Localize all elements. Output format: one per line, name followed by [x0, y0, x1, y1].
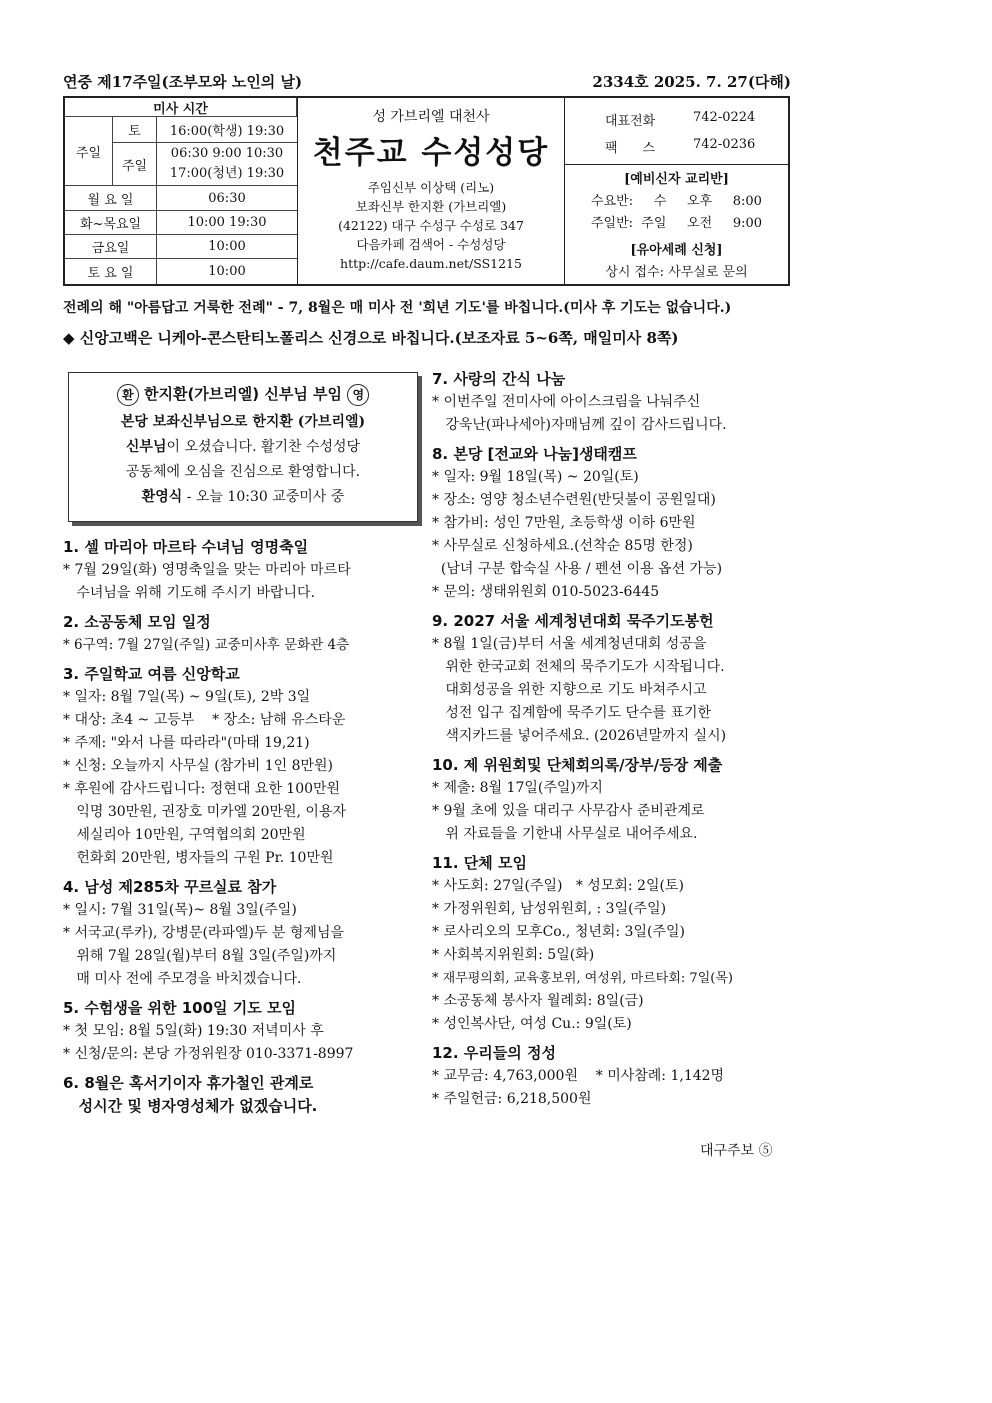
- section-line: * 첫 모임: 8월 5일(화) 19:30 저녁미사 후: [63, 1023, 324, 1039]
- assistant-priest: 보좌신부 한지환 (가브리엘): [355, 199, 507, 214]
- section-title: 1. 셀 마리아 마르타 수녀님 영명축일: [63, 538, 309, 556]
- section-line: * 재무평의회, 교육홍보위, 여성위, 마르타회: 7일(목): [432, 971, 733, 986]
- right-column: [432, 368, 792, 1117]
- welcome-line2-bold: 신부님: [125, 439, 167, 455]
- welcome-line4-bold: 환영식: [141, 489, 183, 505]
- section-line: * 교무금: 4,763,000원 * 미사참례: 1,142명: [432, 1068, 725, 1084]
- section-title: 9. 2027 서울 세계청년대회 묵주기도봉헌: [432, 612, 714, 630]
- left-column: [63, 536, 423, 1124]
- section-3: [63, 663, 423, 870]
- fax-number: 742-0236: [693, 137, 756, 152]
- footer-text: 대구주보: [700, 1143, 755, 1159]
- section-line: * 제출: 8월 17일(주일)까지: [432, 780, 603, 796]
- section-line: * 9월 초에 있을 대리구 사무감사 준비관계로: [432, 803, 705, 819]
- section-line: 강욱난(파나세아)자매님께 깊이 감사드립니다.: [432, 417, 727, 433]
- mass-times-table: [65, 98, 298, 284]
- section-line: * 소공동체 봉사자 월례회: 8일(금): [432, 993, 644, 1009]
- section-line: * 로사리오의 모후Co., 청년회: 3일(주일): [432, 924, 685, 940]
- section-line: 세실리아 10만원, 구역협의회 20만원: [63, 827, 306, 843]
- section-11: [432, 852, 792, 1036]
- section-line: * 신청: 오늘까지 사무실 (참가비 1인 8만원): [63, 758, 334, 774]
- monday-times: 06:30: [157, 186, 297, 211]
- cafe-url[interactable]: http://cafe.daum.net/SS1215: [340, 256, 522, 271]
- section-line: * 후원에 감사드립니다: 정현대 요한 100만원: [63, 781, 341, 797]
- friday-label: 금요일: [65, 235, 157, 259]
- section-5: [63, 997, 423, 1066]
- welcome-line2: 이 오셨습니다. 활기찬 수성성당: [166, 439, 361, 455]
- section-line: * 사회복지위원회: 5일(화): [432, 947, 595, 963]
- friday-times: 10:00: [157, 235, 297, 259]
- saturday-label: 토: [113, 117, 157, 143]
- section-line: 매 미사 전에 주모경을 바치겠습니다.: [63, 971, 302, 987]
- section-title: 10. 제 위원회및 단체회의록/장부/등장 제출: [432, 756, 723, 774]
- section-line: 위해 7월 28일(월)부터 8월 3일(주일)까지: [63, 948, 337, 964]
- saturday-times: 16:00(학생) 19:30: [157, 117, 297, 143]
- section-line: 대회성공을 위한 지향으로 기도 바쳐주시고: [432, 682, 707, 698]
- contact-info: [565, 98, 788, 284]
- mass-times-title: 미사 시간: [65, 98, 297, 117]
- welcome-badge-right: 영: [347, 384, 369, 406]
- section-line: * 일시: 7월 31일(목)~ 8월 3일(주일): [63, 902, 297, 918]
- section-title: 4. 남성 제285차 꾸르실료 참가: [63, 878, 277, 896]
- cafe-search: 다음카페 검색어 - 수성성당: [356, 237, 506, 252]
- section-line: * 이번주일 전미사에 아이스크림을 나눠주신: [432, 394, 701, 410]
- section-line: (남녀 구분 합숙실 사용 / 펜션 이용 옵션 가능): [432, 561, 723, 577]
- pastor: 주임신부 이상택 (리노): [367, 180, 495, 195]
- section-line: * 7월 29일(화) 영명축일을 맞는 마리아 마르타: [63, 562, 351, 578]
- section-line: 색지카드를 넣어주세요. (2026년말까지 실시): [432, 728, 727, 744]
- section-8: [432, 443, 792, 604]
- section-1: [63, 536, 423, 605]
- section-6: [63, 1072, 423, 1118]
- section-line: * 주일헌금: 6,218,500원: [432, 1091, 592, 1107]
- bulletin-header-line: [63, 71, 791, 93]
- section-title: 12. 우리들의 정성: [432, 1044, 556, 1062]
- welcome-title: 한지환(가브리엘) 신부님 부임: [143, 385, 343, 403]
- section-title: 5. 수험생을 위한 100일 기도 모임: [63, 999, 296, 1017]
- section-2: [63, 611, 423, 657]
- parish-info: [298, 98, 565, 284]
- section-line: * 사무실로 신청하세요.(선착순 85명 한정): [432, 538, 693, 554]
- section-9: [432, 610, 792, 748]
- phone-label: 대표전화: [605, 114, 656, 129]
- welcome-badge-left: 환: [117, 384, 139, 406]
- section-line: 위한 한국교회 전체의 묵주기도가 시작됩니다.: [432, 659, 725, 675]
- section-line: * 사도회: 27일(주일) * 성모회: 2일(토): [432, 878, 684, 894]
- parish-patron: 성 가브리엘 대천사: [372, 109, 490, 125]
- sunday-times: [157, 143, 297, 186]
- section-12: [432, 1042, 792, 1111]
- sunday-sub-label: 주일: [113, 143, 157, 186]
- parish-name: 천주교 수성성당: [312, 135, 550, 171]
- section-line: 성전 입구 집계함에 묵주기도 단수를 표기한: [432, 705, 712, 721]
- page-number: ⑤: [758, 1143, 773, 1159]
- section-line: * 6구역: 7월 27일(주일) 교중미사후 문화관 4층: [63, 637, 350, 653]
- section-title: 11. 단체 모임: [432, 854, 527, 872]
- tue-thu-times: 10:00 19:30: [157, 211, 297, 235]
- sunday-times-line1: 06:30 9:00 10:30: [170, 146, 284, 161]
- section-line: * 문의: 생태위원회 010-5023-6445: [432, 584, 660, 600]
- section-line: * 주제: "와서 나를 따라라"(마태 19,21): [63, 735, 310, 751]
- welcome-line4: - 오늘 10:30 교중미사 중: [182, 489, 345, 505]
- section-title: 2. 소공동체 모임 일정: [63, 613, 211, 631]
- welcome-box: [68, 372, 418, 522]
- section-line: 성시간 및 병자영성체가 없겠습니다.: [63, 1097, 318, 1115]
- section-10: [432, 754, 792, 846]
- section-title: 6. 8월은 혹서기이자 휴가철인 관계로: [63, 1074, 314, 1092]
- section-title: 3. 주일학교 여름 신앙학교: [63, 665, 240, 683]
- section-line: 익명 30만원, 권장호 미카엘 20만원, 이용자: [63, 804, 346, 820]
- catechumen-title: [예비신자 교리반]: [624, 172, 729, 187]
- section-line: * 장소: 영양 청소년수련원(반딧불이 공원일대): [432, 492, 716, 508]
- creed-note: ◆ 신앙고백은 니케아-콘스탄티노폴리스 신경으로 바칩니다.(보조자료 5~6쪽, 매일미사 8쪽): [63, 329, 679, 347]
- infant-baptism-title: [유아세례 신청]: [630, 243, 723, 258]
- sunday-times-line2: 17:00(청년) 19:30: [169, 166, 285, 181]
- section-title: 7. 사랑의 간식 나눔: [432, 370, 566, 388]
- section-line: 수녀님을 위해 기도해 주시기 바랍니다.: [63, 585, 315, 601]
- jubilee-note: 전례의 해 "아름답고 거룩한 전례" - 7, 8월은 매 미사 전 '희년 기도'를 바칩니다.(미사 후 기도는 없습니다.): [63, 300, 732, 316]
- issue-number-date: 2334호 2025. 7. 27(다해): [592, 73, 791, 91]
- section-line: * 가정위원회, 남성위원회, : 3일(주일): [432, 901, 667, 917]
- section-line: * 성인복사단, 여성 Cu.: 9일(토): [432, 1016, 632, 1032]
- header-box: [63, 96, 790, 286]
- phone-number: 742-0224: [693, 110, 756, 125]
- section-line: * 신청/문의: 본당 가정위원장 010-3371-8997: [63, 1046, 354, 1062]
- section-4: [63, 876, 423, 991]
- section-line: * 참가비: 성인 7만원, 초등학생 이하 6만원: [432, 515, 696, 531]
- section-line: 위 자료들을 기한내 사무실로 내어주세요.: [432, 826, 698, 842]
- wednesday-class: 수요반: 수 오후 8:00: [591, 194, 762, 209]
- monday-label: 월 요 일: [65, 186, 157, 211]
- section-title: 8. 본당 [전교와 나눔]생태캠프: [432, 445, 637, 463]
- sunday-label: 주일: [65, 117, 113, 186]
- section-line: 헌화회 20만원, 병자들의 구원 Pr. 10만원: [63, 850, 334, 866]
- saturday2-times: 10:00: [208, 264, 246, 279]
- footer: [700, 1140, 773, 1160]
- tue-thu-label: 화~목요일: [65, 211, 157, 235]
- section-line: * 8월 1일(금)부터 서울 세계청년대회 성공을: [432, 636, 707, 652]
- welcome-line3: 공동체에 오심을 진심으로 환영합니다.: [125, 464, 361, 480]
- saturday2-label: 토 요 일: [65, 259, 157, 284]
- liturgical-day: 연중 제17주일(조부모와 노인의 날): [63, 73, 303, 91]
- welcome-line1: 본당 보좌신부님으로 한지환 (가브리엘): [120, 414, 366, 430]
- section-line: * 서국교(루카), 강병문(라파엘)두 분 형제님을: [63, 925, 345, 941]
- section-line: * 일자: 9월 18일(목) ~ 20일(토): [432, 469, 639, 485]
- infant-baptism-text: 상시 접수: 사무실로 문의: [605, 265, 748, 280]
- address: (42122) 대구 수성구 수성로 347: [338, 218, 524, 233]
- section-line: * 대상: 초4 ~ 고등부 * 장소: 남해 유스타운: [63, 712, 346, 728]
- section-7: [432, 368, 792, 437]
- fax-label: 팩 스: [605, 141, 655, 156]
- sunday-class: 주일반: 주일 오전 9:00: [590, 216, 763, 231]
- section-line: * 일자: 8월 7일(목) ~ 9일(토), 2박 3일: [63, 689, 311, 705]
